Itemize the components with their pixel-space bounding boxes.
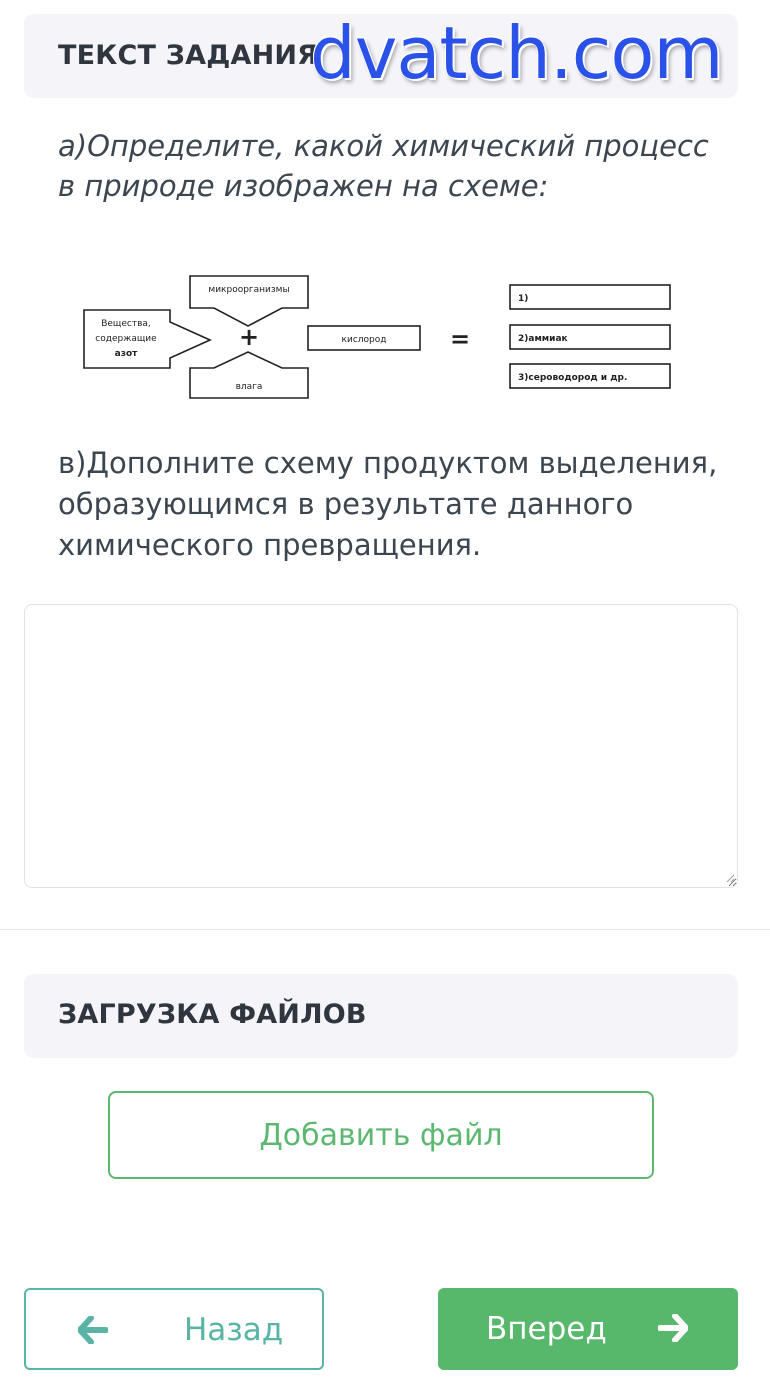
question-b: в)Дополните схему продуктом выделения, образующимся в результате данного химического превращения.: [58, 446, 718, 562]
resize-handle-icon[interactable]: [726, 874, 735, 883]
section-divider: [0, 929, 770, 930]
add-file-button[interactable]: [108, 1091, 654, 1179]
top-label: микроорганизмы: [208, 285, 290, 295]
bottom-label: влага: [235, 382, 263, 392]
top-arrow-box: [190, 276, 308, 326]
chemistry-scheme: [82, 268, 674, 404]
next-button[interactable]: [438, 1288, 738, 1370]
source-label-line1: Вещества,: [101, 319, 151, 329]
task-text-title: ТЕКСТ ЗАДАНИЯ: [58, 40, 319, 71]
next-label: Вперед: [486, 1311, 607, 1347]
result-label-2: 2)аммиак: [518, 334, 568, 344]
arrow-right-icon: [658, 1314, 688, 1342]
plus-sign: +: [238, 323, 260, 351]
source-label-line2: содержащие: [95, 334, 157, 344]
answer-textarea[interactable]: [24, 604, 738, 888]
back-label: Назад: [184, 1312, 284, 1348]
back-button[interactable]: [24, 1288, 324, 1370]
equals-sign: =: [449, 325, 471, 353]
file-upload-title: ЗАГРУЗКА ФАЙЛОВ: [58, 999, 367, 1030]
middle-label: кислород: [341, 335, 387, 345]
source-label-bold: азот: [114, 349, 138, 359]
question-a: а)Определите, какой химический процесс в природе изображен на схеме:: [58, 129, 709, 203]
result-box-1: [510, 285, 670, 309]
watermark: dvatch.com: [310, 11, 723, 95]
result-label-3: 3)сероводород и др.: [518, 373, 628, 383]
add-file-label: Добавить файл: [259, 1117, 503, 1153]
arrow-left-icon: [78, 1316, 108, 1344]
result-label-1: 1): [518, 294, 529, 304]
file-upload-header: [24, 974, 738, 1058]
